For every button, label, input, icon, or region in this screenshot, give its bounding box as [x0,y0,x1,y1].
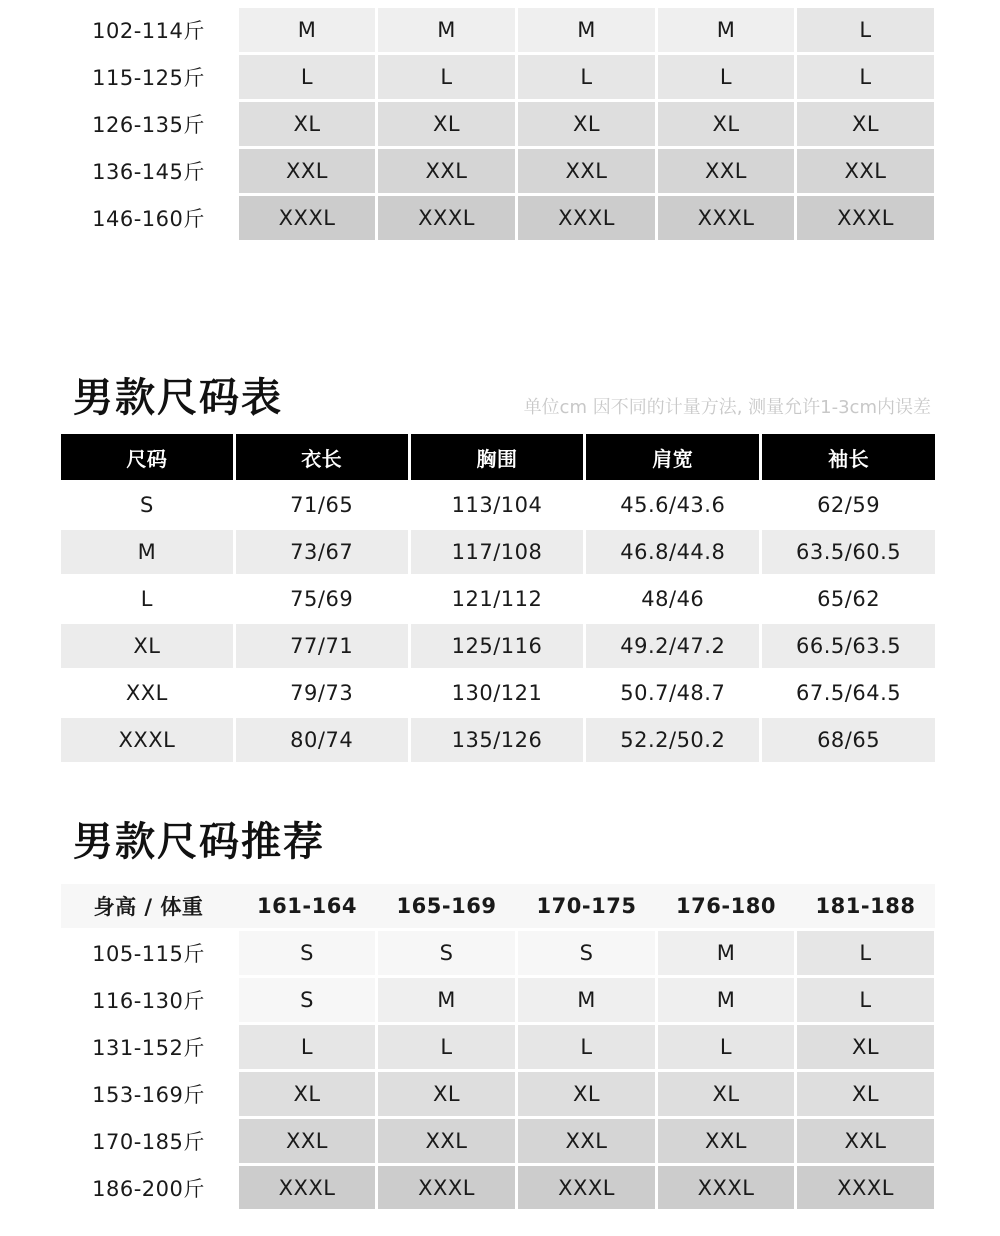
weight-label: 116-130斤 [61,978,236,1022]
table-cell: 66.5/63.5 [762,624,935,668]
column-header: 肩宽 [586,434,759,480]
size-cell: XXXL [658,196,794,240]
table-cell: 50.7/48.7 [586,671,759,715]
table-row [61,196,935,240]
size-cell: M [239,8,375,52]
table-row [61,8,935,52]
size-cell: L [797,8,934,52]
size-cell: M [658,8,794,52]
size-cell: L [797,978,934,1022]
table-row [61,931,935,975]
table-cell: 46.8/44.8 [586,530,759,574]
size-cell: M [378,978,515,1022]
size-cell: XL [518,102,655,146]
size-cell: M [658,931,794,975]
column-header: 尺码 [61,434,233,480]
size-cell: XXXL [518,1166,655,1209]
size-table-title: 男款尺码表 [73,375,283,421]
weight-label: 126-135斤 [61,102,236,146]
table-cell: 135/126 [411,718,584,762]
size-cell: XXL [518,1119,655,1163]
size-cell: L [378,1025,515,1069]
table-cell: XXL [61,671,233,715]
size-cell: S [378,931,515,975]
column-header: 衣长 [236,434,408,480]
table-cell: S [61,483,233,527]
table-cell: 80/74 [236,718,408,762]
size-cell: M [378,8,515,52]
recommend-table-title: 男款尺码推荐 [73,819,325,865]
table-cell: 75/69 [236,577,408,621]
table-cell: 48/46 [586,577,759,621]
height-header: 181-188 [815,894,916,918]
table-cell: 65/62 [762,577,935,621]
size-cell: M [518,8,655,52]
table-row [61,1119,935,1163]
size-cell: S [518,931,655,975]
height-header: 165-169 [396,894,497,918]
size-cell: L [518,1025,655,1069]
size-cell: XXXL [658,1166,794,1209]
size-cell: XXL [658,1119,794,1163]
table-cell: 71/65 [236,483,408,527]
size-cell: XXL [797,149,934,193]
table-cell: 52.2/50.2 [586,718,759,762]
weight-label: 102-114斤 [61,8,236,52]
size-cell: XXXL [239,1166,375,1209]
table-cell: 117/108 [411,530,584,574]
size-cell: XXL [797,1119,934,1163]
size-cell: L [239,55,375,99]
size-cell: M [658,978,794,1022]
table-row [61,1072,935,1116]
size-cell: XL [239,1072,375,1116]
size-cell: XL [518,1072,655,1116]
column-header: 胸围 [411,434,584,480]
table-row [61,1166,935,1209]
size-cell: XL [658,1072,794,1116]
table-cell: 73/67 [236,530,408,574]
weight-label: 170-185斤 [61,1119,236,1163]
size-cell: S [239,978,375,1022]
weight-label: 153-169斤 [61,1072,236,1116]
recommend-table [61,884,935,1209]
table-row [61,149,935,193]
table-header-row [61,884,935,928]
size-cell: XXXL [378,1166,515,1209]
table-header-row [61,434,935,480]
table-row [61,718,935,762]
weight-label: 115-125斤 [61,55,236,99]
table-cell: 49.2/47.2 [586,624,759,668]
size-cell: XXL [239,1119,375,1163]
size-cell: XL [797,1025,934,1069]
table-cell: 67.5/64.5 [762,671,935,715]
measurement-note: 单位cm 因不同的计量方法, 测量允许1-3cm内误差 [523,397,931,418]
size-cell: XL [797,1072,934,1116]
size-cell: XL [658,102,794,146]
size-cell: XXL [378,1119,515,1163]
size-cell: XXXL [797,196,934,240]
height-header: 170-175 [536,894,637,918]
table-cell: 125/116 [411,624,584,668]
table-cell: 79/73 [236,671,408,715]
size-cell: S [239,931,375,975]
size-cell: L [518,55,655,99]
table-cell: M [61,530,233,574]
table-cell: 121/112 [411,577,584,621]
size-cell: L [658,55,794,99]
size-cell: L [239,1025,375,1069]
size-cell: XXL [239,149,375,193]
table-cell: 45.6/43.6 [586,483,759,527]
size-cell: XXL [378,149,515,193]
size-cell: XXXL [378,196,515,240]
table-row [61,55,935,99]
table-cell: 113/104 [411,483,584,527]
weight-label: 105-115斤 [61,931,236,975]
size-cell: M [518,978,655,1022]
table-cell: 63.5/60.5 [762,530,935,574]
table-row [61,530,935,574]
height-header: 161-164 [257,894,357,918]
size-cell: L [797,55,934,99]
weight-label: 131-152斤 [61,1025,236,1069]
height-header: 176-180 [676,894,776,918]
size-cell: XL [239,102,375,146]
size-cell: XXL [518,149,655,193]
table-cell: 68/65 [762,718,935,762]
table-cell: L [61,577,233,621]
table-cell: 62/59 [762,483,935,527]
column-header: 袖长 [762,434,935,480]
table-cell: 130/121 [411,671,584,715]
table-row [61,1025,935,1069]
size-table [61,434,935,762]
table-cell: 77/71 [236,624,408,668]
table-row [61,978,935,1022]
size-cell: XXXL [518,196,655,240]
size-cell: XL [797,102,934,146]
size-cell: XL [378,1072,515,1116]
table-row [61,671,935,715]
weight-label: 186-200斤 [61,1166,236,1209]
size-cell: XXL [658,149,794,193]
top-recommend-table [61,8,935,240]
table-cell: XL [61,624,233,668]
size-cell: L [658,1025,794,1069]
size-cell: L [378,55,515,99]
table-cell: XXXL [61,718,233,762]
weight-label: 146-160斤 [61,196,236,240]
size-cell: L [797,931,934,975]
table-row [61,624,935,668]
table-row [61,577,935,621]
weight-label: 136-145斤 [61,149,236,193]
size-cell: XL [378,102,515,146]
size-cell: XXXL [797,1166,934,1209]
table-row [61,483,935,527]
height-weight-header: 身高 / 体重 [61,884,236,928]
size-cell: XXXL [239,196,375,240]
table-row [61,102,935,146]
